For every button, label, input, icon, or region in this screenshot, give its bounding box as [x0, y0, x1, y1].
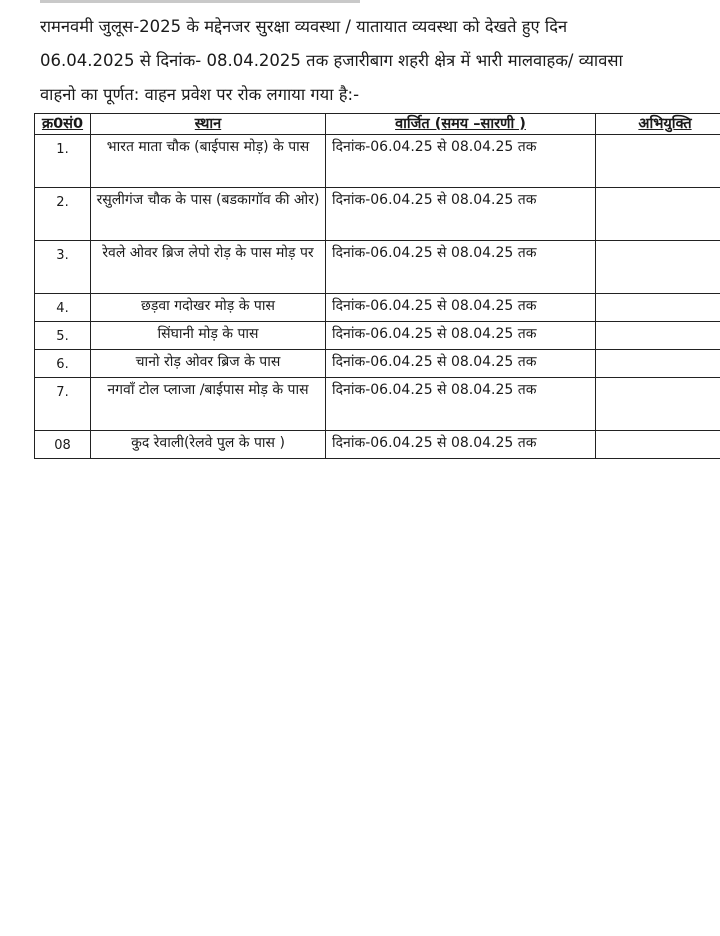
- row-serial: 4.: [35, 294, 91, 322]
- row-location: कुद रेवाली(रेलवे पुल के पास ): [91, 431, 326, 459]
- row-serial: 1.: [35, 135, 91, 188]
- intro-paragraph: [40, 10, 720, 112]
- row-serial: 5.: [35, 322, 91, 350]
- header-location: स्थान: [91, 114, 326, 135]
- table-row: [35, 378, 720, 431]
- row-location: चानो रोड़ ओवर ब्रिज के पास: [91, 350, 326, 378]
- row-location: नगवॉं टोल प्लाजा /बाईपास मोड़ के पास: [91, 378, 326, 431]
- row-location: रेवले ओवर ब्रिज लेपो रोड़ के पास मोड़ पर: [91, 241, 326, 294]
- table-row: [35, 322, 720, 350]
- row-location: भारत माता चौक (बाईपास मोड़) के पास: [91, 135, 326, 188]
- header-remarks: अभियुक्ति: [596, 114, 720, 135]
- table-header-row: [35, 114, 720, 135]
- row-location: रसुलीगंज चौक के पास (बडकागॉव की ओर): [91, 188, 326, 241]
- table-row: [35, 294, 720, 322]
- row-schedule: दिनांक-06.04.25 से 08.04.25 तक: [326, 431, 596, 459]
- row-remarks: [596, 322, 720, 350]
- row-schedule: दिनांक-06.04.25 से 08.04.25 तक: [326, 378, 596, 431]
- row-remarks: [596, 378, 720, 431]
- header-schedule: वार्जित (समय –सारणी ): [326, 114, 596, 135]
- table-row: [35, 135, 720, 188]
- row-remarks: [596, 135, 720, 188]
- row-serial: 7.: [35, 378, 91, 431]
- row-schedule: दिनांक-06.04.25 से 08.04.25 तक: [326, 135, 596, 188]
- table-row: [35, 188, 720, 241]
- row-schedule: दिनांक-06.04.25 से 08.04.25 तक: [326, 322, 596, 350]
- intro-line-1: रामनवमी जुलूस-2025 के मद्देनजर सुरक्षा व्यवस्था / यातायात व्यवस्था को देखते हुए दिन: [40, 17, 568, 36]
- row-serial: 08: [35, 431, 91, 459]
- intro-line-2: 06.04.2025 से दिनांक- 08.04.2025 तक हजारीबाग शहरी क्षेत्र में भारी मालवाहक/ व्यावसा: [40, 51, 623, 70]
- row-remarks: [596, 188, 720, 241]
- header-serial-no: क्र0सं0: [35, 114, 91, 135]
- row-schedule: दिनांक-06.04.25 से 08.04.25 तक: [326, 188, 596, 241]
- table-row: [35, 241, 720, 294]
- top-rule: [40, 0, 360, 3]
- table-row: [35, 431, 720, 459]
- intro-line-3: वाहनो का पूर्णत: वाहन प्रवेश पर रोक लगाया गया है:-: [40, 85, 360, 104]
- row-serial: 2.: [35, 188, 91, 241]
- restriction-table: [34, 113, 720, 459]
- row-location: छड़वा गदोखर मोड़ के पास: [91, 294, 326, 322]
- row-serial: 6.: [35, 350, 91, 378]
- row-location: सिंघानी मोड़ के पास: [91, 322, 326, 350]
- row-remarks: [596, 241, 720, 294]
- row-remarks: [596, 294, 720, 322]
- table-row: [35, 350, 720, 378]
- row-schedule: दिनांक-06.04.25 से 08.04.25 तक: [326, 350, 596, 378]
- row-remarks: [596, 350, 720, 378]
- row-remarks: [596, 431, 720, 459]
- row-schedule: दिनांक-06.04.25 से 08.04.25 तक: [326, 294, 596, 322]
- row-schedule: दिनांक-06.04.25 से 08.04.25 तक: [326, 241, 596, 294]
- row-serial: 3.: [35, 241, 91, 294]
